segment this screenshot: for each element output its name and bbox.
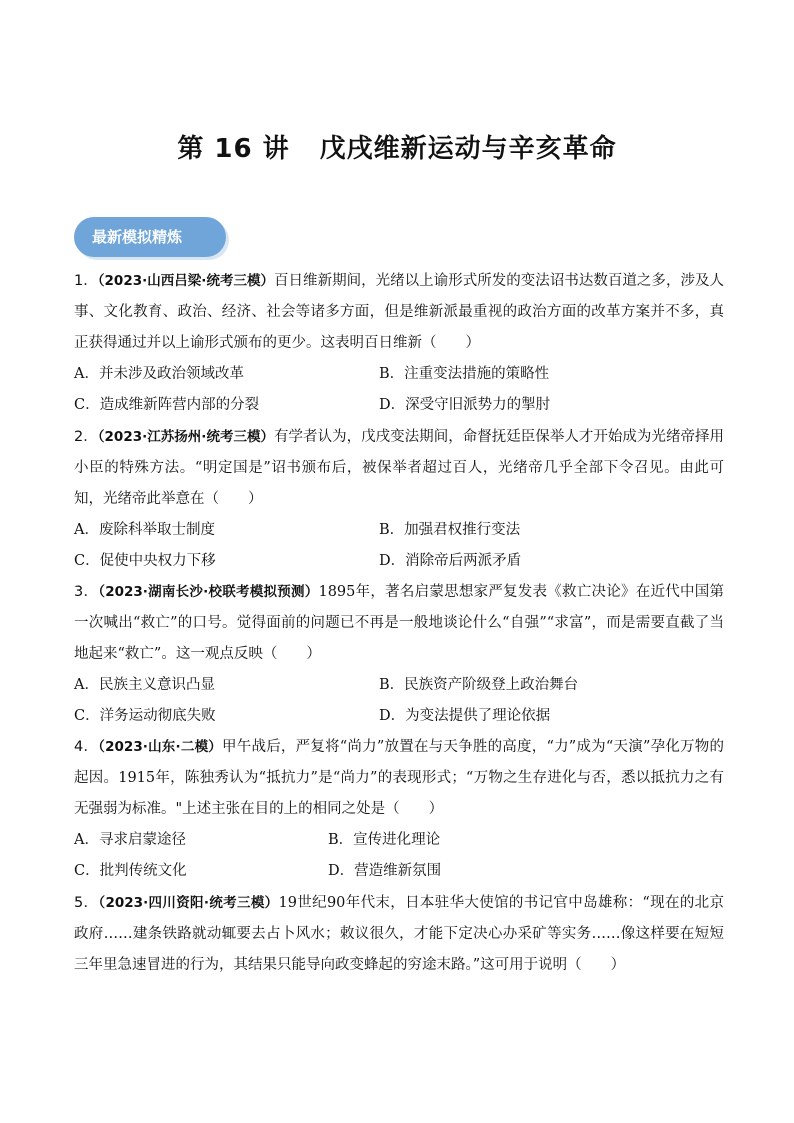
question-source: （2023·四川资阳·统考三模）	[98, 895, 279, 911]
option-c: C．造成维新阵营内部的分裂	[74, 397, 260, 413]
option-d: D．深受守旧派势力的掣肘	[379, 397, 551, 413]
question-1	[74, 266, 724, 359]
question-number: 1．	[74, 273, 98, 289]
option-b: B．宣传进化理论	[328, 832, 441, 848]
question-4	[74, 732, 724, 825]
question-number: 5．	[74, 895, 99, 911]
question-2	[74, 422, 724, 515]
question-1-options	[74, 359, 724, 421]
question-stem: 甲午战后，严复将“尚力”放置在与天争胜的高度，“力”成为“天演”孕化万物的起因。1915年，陈独秀认为“抵抗力”是“尚力”的表现形式；“万物之生存进化与否，悉以抵抗力之有无强弱为标准。"上述主张在目的上的相同之处是（ ）	[74, 739, 724, 817]
question-2-options	[74, 515, 724, 577]
question-stem: 19世纪90年代末，日本驻华大使馆的书记官中岛雄称：“现在的北京政府……建条铁路就动辄要去占卜风水；敕议很久，才能下定决心办采矿等实务……像这样要在短短三年里急速冒进的行为，其结果只能导向政变蜂起的穷途末路。”这可用于说明（ ）	[74, 895, 724, 973]
question-source: （2023·湖南长沙·校联考模拟预测）	[98, 584, 319, 600]
question-3-options	[74, 670, 724, 732]
question-5	[74, 888, 724, 981]
option-c: C．洋务运动彻底失败	[74, 708, 216, 724]
lesson-number: 第 16 讲	[177, 134, 290, 164]
question-stem: 1895年，著名启蒙思想家严复发表《救亡决论》在近代中国第一次喊出“救亡”的口号。觉得面前的问题已不再是一般地谈论什么“自强”“求富”，而是需要直截了当地起来“救亡”。这一观点反映（ ）	[74, 584, 724, 662]
question-3	[74, 577, 724, 670]
question-stem: 有学者认为，戊戌变法期间，命督抚廷臣保举人才开始成为光绪帝择用小臣的特殊方法。“明定国是”诏书颁布后，被保举者超过百人，光绪帝几乎全部下令召见。由此可知，光绪帝此举意在（ ）	[74, 429, 724, 507]
question-source: （2023·江苏扬州·统考三模）	[97, 429, 275, 445]
section-badge: 最新模拟精炼	[74, 217, 226, 257]
question-source: （2023·山西吕梁·统考三模）	[97, 273, 275, 289]
question-source: （2023·山东·二模）	[98, 739, 223, 755]
question-stem: 百日维新期间，光绪以上谕形式所发的变法诏书达数百道之多，涉及人事、文化教育、政治、经济、社会等诸多方面，但是维新派最重视的政治方面的改革方案并不多，真正获得通过并以上谕形式颁布的更少。这表明百日维新（ ）	[74, 273, 724, 351]
page-title	[0, 128, 794, 165]
option-a: A．寻求启蒙途径	[74, 832, 186, 848]
option-a: A．民族主义意识凸显	[74, 677, 215, 693]
question-number: 2．	[74, 429, 98, 445]
option-b: B．加强君权推行变法	[379, 522, 521, 538]
option-d: D．消除帝后两派矛盾	[379, 553, 522, 569]
option-b: B．注重变法措施的策略性	[379, 366, 550, 382]
option-d: D．营造维新氛围	[328, 863, 442, 879]
option-b: B．民族资产阶级登上政治舞台	[379, 677, 579, 693]
option-a: A．废除科举取士制度	[74, 522, 215, 538]
option-d: D．为变法提供了理论依据	[379, 708, 551, 724]
option-c: C．批判传统文化	[74, 863, 187, 879]
option-c: C．促使中央权力下移	[74, 553, 216, 569]
question-number: 4．	[74, 739, 99, 755]
option-a: A．并未涉及政治领域改革	[74, 366, 244, 382]
lesson-title: 戊戌维新运动与辛亥革命	[319, 134, 617, 164]
question-number: 3．	[74, 584, 99, 600]
question-4-options	[74, 825, 724, 887]
